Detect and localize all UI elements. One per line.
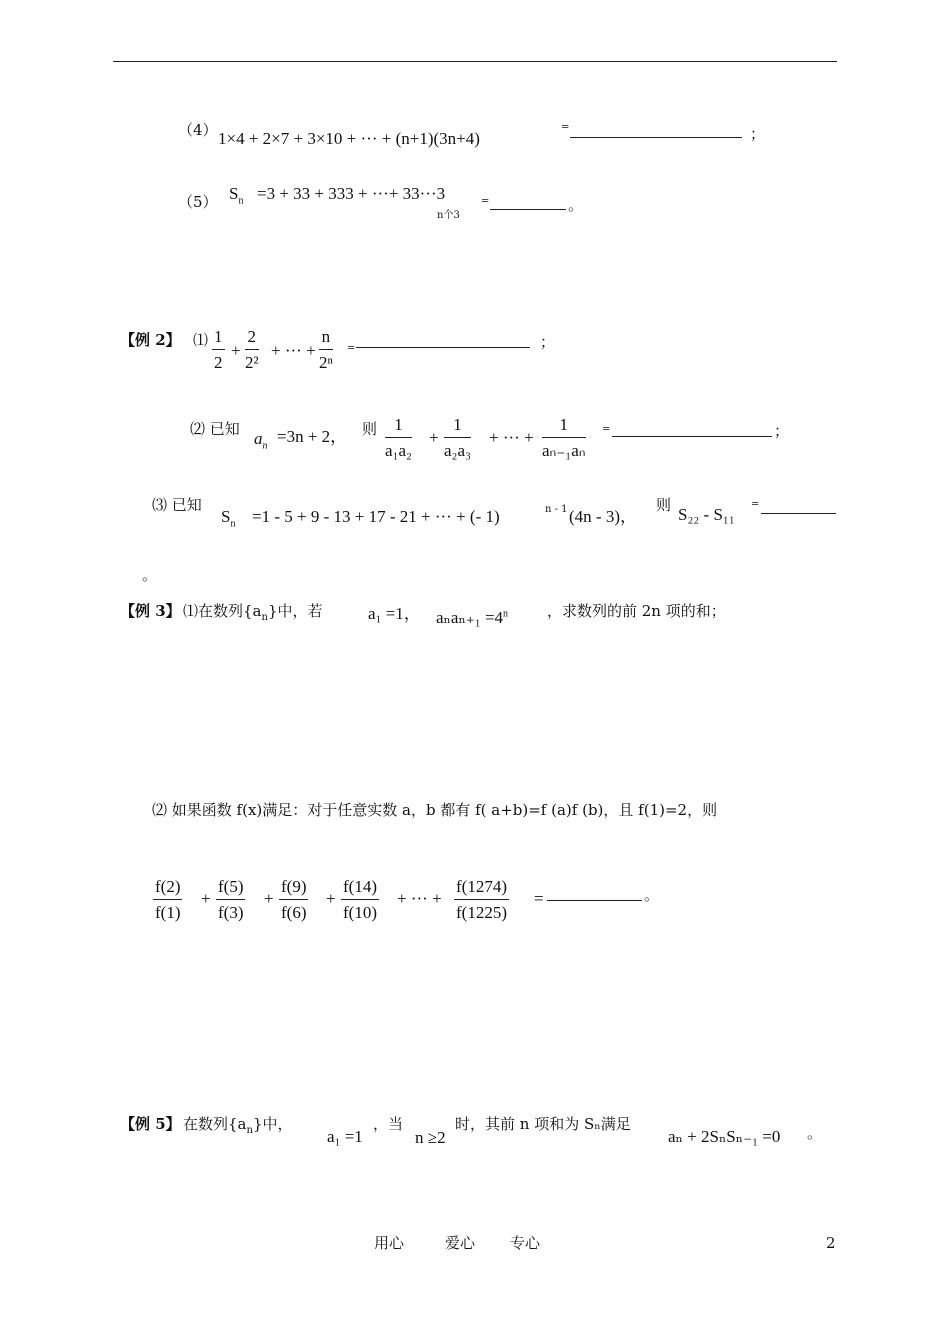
ex5-statement: 时，其前 n 项和为 Sₙ满足	[455, 1115, 631, 1133]
ex3-p2-period: 。	[644, 886, 660, 904]
q5-equals: =	[481, 196, 490, 207]
ex2-p3-period: 。	[142, 566, 158, 584]
ex3-p2-plus-3: +	[326, 889, 336, 908]
page-number: 2	[826, 1234, 836, 1252]
ex5-intro: 在数列$\{a_n\}$中，	[183, 1115, 293, 1136]
ex3-p2-fraction-2: $\frac{f(5)}{f(3)}$	[218, 877, 244, 922]
ex2-p3-label: ⑶ 已知	[152, 496, 202, 514]
q4-equals: =	[561, 122, 570, 133]
ex3-p2-answer-blank	[547, 900, 642, 901]
ex2-p3-target: S₂₂ - S₁₁	[678, 505, 735, 524]
ex5-period: 。	[807, 1124, 823, 1142]
ex3-p2-fraction-5: $\frac{f(1274)}{f(1225)}$	[456, 877, 507, 922]
q5-sum-symbol: $S_n$	[229, 184, 244, 207]
ex2-p2-answer-blank	[612, 436, 772, 437]
ex5-initial-term: a₁ =1	[327, 1127, 363, 1146]
header-rule	[113, 61, 837, 62]
ex2-p3-equals: =	[751, 499, 760, 510]
ex2-p2-plus: +	[429, 428, 439, 447]
ex3-p1-intro: ⑴在数列$\{a_n\}$中，若	[183, 602, 323, 623]
ex5-condition: n ≥2	[415, 1128, 446, 1147]
q5-expression: =3 + 33 + 333 + ···+ 33···3	[257, 184, 446, 203]
ex2-p1-plus: +	[231, 341, 241, 360]
ex2-p1-label: ⑴	[193, 331, 209, 349]
ex2-p3-exponent: n - 1	[545, 504, 568, 515]
q5-answer-blank	[490, 209, 566, 210]
ex2-p1-fraction-2: $\frac{2}{\text{2²}}$	[245, 327, 259, 372]
ex2-p1-fraction-1: $\frac{1}{2}$	[214, 327, 223, 372]
ex2-p1-fraction-3: $\frac{n}{\text{2ⁿ}}$	[319, 327, 333, 372]
ex3-p1-initial-term: a₁ =1，	[368, 604, 421, 623]
ex2-p1-semicolon: ；	[540, 333, 556, 351]
ex3-p1-task: ，求数列的前 2n 项的和；	[547, 602, 726, 620]
ex3-p2-fraction-4: $\frac{f(14)}{f(10)}$	[343, 877, 377, 922]
q4-label: （4）	[178, 121, 218, 139]
ex3-p2-plus-1: +	[201, 889, 211, 908]
ex2-p2-then: 则	[362, 420, 378, 438]
ex2-p2-label: ⑵ 已知	[190, 420, 240, 438]
ex5-relation: aₙ + 2SₙSₙ₋₁ =0	[668, 1127, 781, 1146]
ex2-p1-equals: =	[347, 343, 356, 354]
ex5-when: ，当	[373, 1115, 404, 1133]
q4-semicolon: ；	[750, 125, 766, 143]
ex2-p2-ellipsis: + ··· +	[489, 428, 534, 447]
ex2-p1-answer-blank	[356, 347, 530, 348]
ex3-p2-fraction-1: $\frac{f(2)}{f(1)}$	[155, 877, 181, 922]
ex3-p1-recurrence: $a_na_{n+1} =4^n$	[436, 608, 509, 627]
example-2-tag: 【例 2】	[120, 331, 181, 349]
example-5-tag: 【例 5】	[120, 1115, 181, 1133]
footer-motto-2: 爱心	[445, 1234, 476, 1252]
example-3-tag: 【例 3】	[120, 602, 181, 620]
ex2-p2-an-definition: =3n + 2，	[277, 427, 348, 446]
ex2-p3-answer-blank	[761, 513, 836, 514]
ex3-p2-equals: =	[534, 889, 544, 908]
ex2-p2-fraction-2: $\frac{1}{\text{a₂a₃}}$	[444, 415, 471, 460]
ex2-p1-ellipsis: + ··· +	[271, 341, 316, 360]
ex2-p3-sum-symbol: $S_n$	[221, 507, 236, 530]
ex2-p2-semicolon: ；	[774, 422, 790, 440]
footer-motto-1: 用心	[374, 1234, 405, 1252]
ex3-p2-fraction-3: $\frac{f(9)}{f(6)}$	[281, 877, 307, 922]
q5-underbrace-label: n个3	[437, 210, 460, 221]
footer-motto-3: 专心	[510, 1234, 541, 1252]
ex2-p3-then: 则	[656, 496, 672, 514]
ex2-p2-equals: =	[602, 424, 611, 435]
q4-expression: 1×4 + 2×7 + 3×10 + ··· + (n+1)(3n+4)	[218, 129, 480, 148]
ex2-p2-an: $a_n$	[254, 429, 268, 452]
ex2-p3-tail: (4n - 3)，	[569, 507, 637, 526]
ex3-p2-plus-2: +	[264, 889, 274, 908]
ex2-p2-fraction-1: $\frac{1}{\text{a₁a₂}}$	[385, 415, 412, 460]
q5-label: （5）	[178, 193, 218, 211]
q4-answer-blank	[570, 137, 742, 138]
ex2-p3-expression: =1 - 5 + 9 - 13 + 17 - 21 + ··· + (- 1)	[252, 507, 500, 526]
q5-period: 。	[568, 196, 584, 214]
ex3-p2-ellipsis: + ··· +	[397, 889, 442, 908]
ex2-p2-fraction-3: $\frac{1}{\text{aₙ₋₁aₙ}}$	[542, 415, 586, 460]
ex3-p2-statement: ⑵ 如果函数 f(x)满足：对于任意实数 a，b 都有 f( a+b)=f (a)f (b)，且 f(1)=2，则	[152, 801, 718, 819]
